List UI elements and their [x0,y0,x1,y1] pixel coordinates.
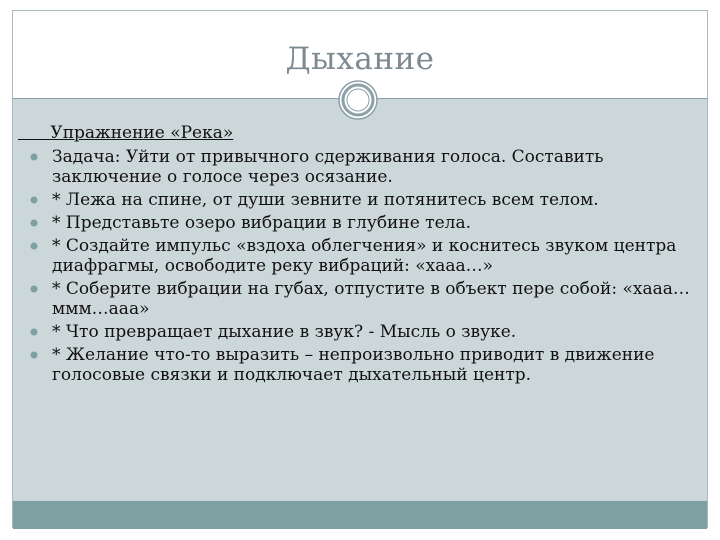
slide-title: Дыхание [285,41,435,77]
list-item-text: * Создайте импульс «вздоха облегчения» и коснитесь звуком центра диафрагмы, освободите реку вибраций: «хааа…» [52,236,677,276]
list-item [30,279,690,319]
ring-ornament-icon [338,80,378,120]
list-item-text: Задача: Уйти от привычного сдерживания голоса. Составить заключение о голосе через осязание. [52,147,604,187]
list-item-text: * Соберите вибрации на губах, отпустите в объект пере собой: «хааа…ммм…ааа» [52,279,690,319]
bullet-icon [30,351,38,359]
exercise-heading-text: Упражнение «Река» [18,123,234,143]
bullet-icon [30,196,38,204]
list-item-text: * Лежа на спине, от души зевните и потянитесь всем телом. [52,190,599,210]
list-item [30,345,690,385]
list-item [30,190,690,210]
list-item [30,236,690,276]
bullet-icon [30,219,38,227]
list-item [30,147,690,187]
bullet-icon [30,328,38,336]
list-item [30,213,690,233]
footer-band [13,501,707,529]
bullet-icon [30,153,38,161]
list-item-text: * Желание что-то выразить – непроизвольно приводит в движение голосовые связки и подключает дыхательный центр. [52,345,655,385]
exercise-heading [18,123,638,143]
list-item-text: * Представьте озеро вибрации в глубине тела. [52,213,471,233]
list-item [30,322,690,342]
bullet-icon [30,285,38,293]
bullet-icon [30,242,38,250]
bullet-list [30,147,690,388]
list-item-text: * Что превращает дыхание в звук? - Мысль о звуке. [52,322,517,342]
